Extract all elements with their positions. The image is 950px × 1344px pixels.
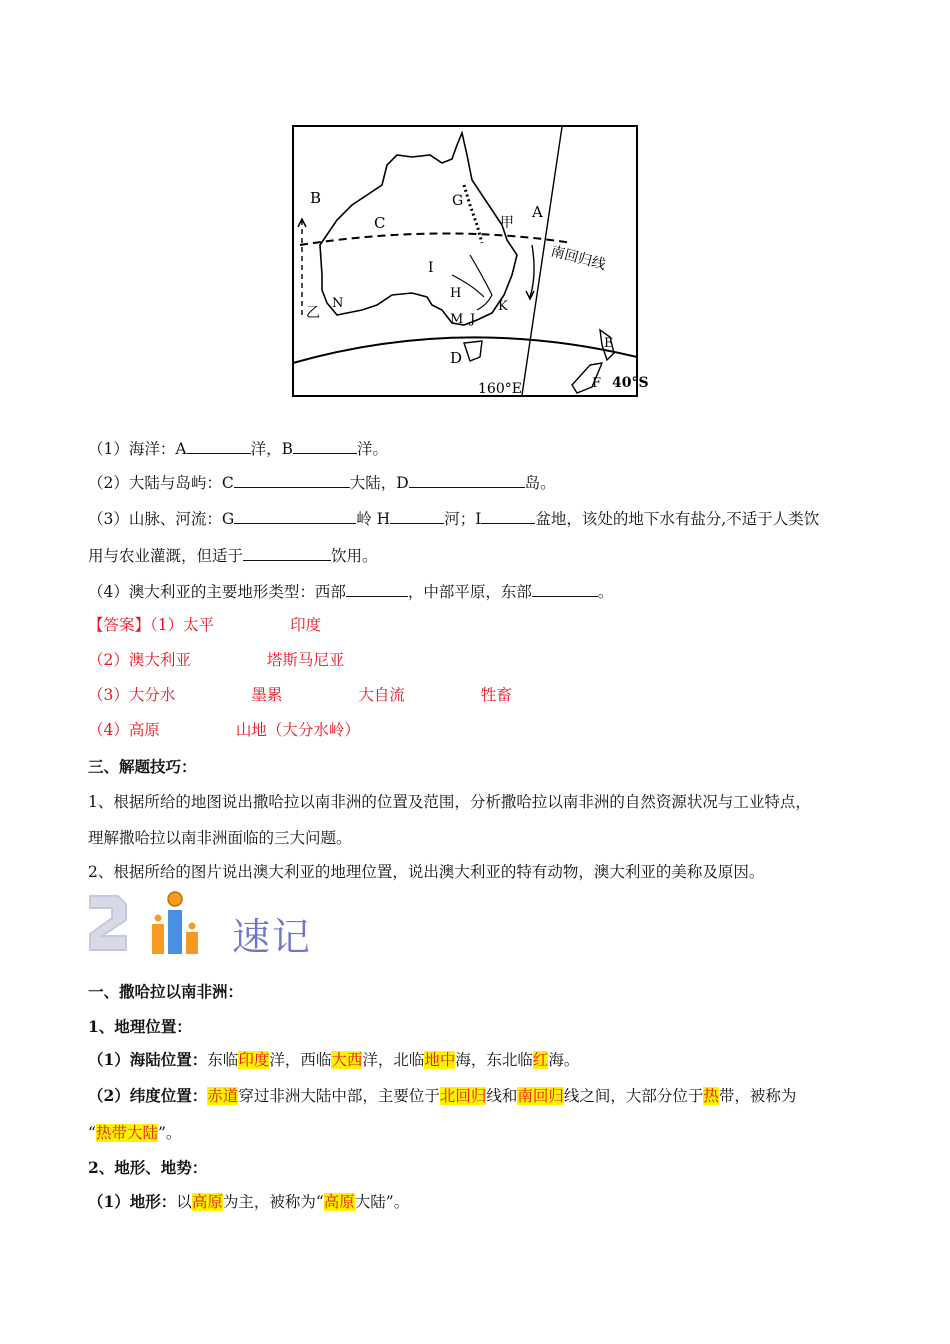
skills-p2: 2、根据所给的图片说出澳大利亚的地理位置，说出澳大利亚的特有动物，澳大利亚的美称及原因。	[88, 863, 765, 881]
question-3: （3）山脉、河流：G 岭 H 河；I 盆地，该处的地下水有盐分,不适于人类饮	[88, 510, 820, 528]
notes-heading-1: 一、撒哈拉以南非洲：	[88, 982, 244, 1001]
map-lat-label: 40°S	[612, 375, 649, 391]
map-lon-label: 160°E	[478, 381, 522, 397]
notes-line-3: （1）地形：以高原为主，被称为“高原大陆”。	[88, 1192, 410, 1211]
notes-heading-3: 2、地形、地势：	[88, 1158, 208, 1177]
answer-2: （2）澳大利亚 塔斯马尼亚	[88, 651, 345, 669]
skills-title: 三、解题技巧：	[88, 757, 197, 776]
map-label-e: E	[604, 336, 614, 351]
question-2: （2）大陆与岛屿：C 大陆，D 岛。	[88, 474, 556, 492]
quick-notes-title: 速记	[232, 915, 313, 959]
number-two-icon	[90, 896, 126, 950]
notes-line-2-cont: “热带大陆”。	[88, 1124, 182, 1142]
australia-map	[292, 125, 649, 397]
map-label-d: D	[450, 349, 463, 367]
map-label-j: J	[470, 312, 476, 327]
notes-line-2: （2）纬度位置：赤道穿过非洲大陆中部，主要位于北回归线和南回归线之间，大部分位于热带，被称为	[88, 1086, 797, 1105]
skills-p1: 1、根据所给的地图说出撒哈拉以南非洲的位置及范围，分析撒哈拉以南非洲的自然资源状况与工业特点，	[88, 793, 811, 811]
map-label-a: A	[532, 203, 543, 221]
map-label-c: C	[374, 214, 386, 232]
map-label-b: B	[310, 189, 322, 207]
map-label-h: H	[450, 286, 462, 301]
answer-3: （3）大分水 墨累 大自流 牲畜	[88, 686, 512, 704]
map-label-m: M	[450, 312, 464, 327]
map-label-f: F	[592, 376, 602, 391]
notes-heading-2: 1、地理位置：	[88, 1017, 192, 1036]
question-4: （4）澳大利亚的主要地形类型：西部 ，中部平原，东部 。	[88, 583, 614, 601]
answer-1: 【答案】（1）太平 印度	[88, 616, 322, 634]
map-label-yi: 乙	[306, 305, 320, 321]
map-tropic-label: 南回归线	[548, 243, 608, 274]
map-label-k: K	[498, 299, 508, 314]
question-3-cont: 用与农业灌溉，但适于 饮用。	[88, 547, 378, 565]
map-label-n: N	[332, 296, 344, 311]
map-label-jia: 甲	[500, 215, 514, 231]
map-label-g: G	[452, 193, 464, 209]
map-label-i: I	[428, 260, 434, 276]
notes-line-1: （1）海陆位置：东临印度洋，西临大西洋，北临地中海，东北临红海。	[88, 1050, 580, 1069]
skills-p1-cont: 理解撒哈拉以南非洲面临的三大问题。	[88, 829, 352, 847]
podium-icon	[152, 892, 198, 954]
answer-4: （4）高原 山地（大分水岭）	[88, 721, 360, 739]
question-1: （1）海洋：A 洋，B 洋。	[88, 440, 388, 458]
